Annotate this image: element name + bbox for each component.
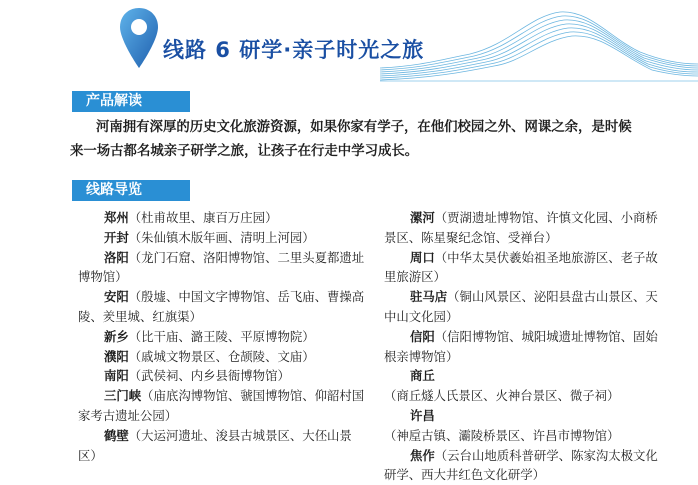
route-list-left xyxy=(78,208,366,465)
city-name: 周口 xyxy=(410,249,435,265)
route-entry xyxy=(384,327,666,367)
route-entry xyxy=(78,347,366,367)
city-sites: （贾湖遗址博物馆、许慎文化园、小商桥景区、陈星聚纪念馆、受禅台） xyxy=(384,210,658,245)
city-sites: （杜甫故里、康百万庄园） xyxy=(128,210,278,225)
route-entry xyxy=(384,248,666,288)
route-title: 线路 6 研学·亲子时光之旅 xyxy=(163,38,425,62)
city-sites: （大运河遗址、浚县古城景区、大伾山景区） xyxy=(78,427,352,463)
city-name: 濮阳 xyxy=(104,348,129,364)
city-sites: （庙底沟博物馆、虢国博物馆、仰韶村国家考古遗址公园） xyxy=(78,388,365,423)
route-entry xyxy=(384,287,666,327)
route-entry xyxy=(384,406,666,446)
city-name: 信阳 xyxy=(410,328,435,344)
city-name: 驻马店 xyxy=(410,289,448,305)
location-pin-icon xyxy=(118,6,160,72)
route-entry xyxy=(78,386,366,426)
city-name: 三门峡 xyxy=(104,388,142,404)
city-sites: （商丘燧人氏景区、火神台景区、微子祠） xyxy=(384,388,620,404)
city-sites: （信阳博物馆、城阳城遗址博物馆、固始根亲博物馆） xyxy=(384,328,658,364)
city-name: 商丘 xyxy=(410,368,435,384)
product-description: 河南拥有深厚的历史文化旅游资源，如果你家有学子，在他们校园之外、网课之余，是时候来一场古都名城亲子研学之旅，让孩子在行走中学习成长。 xyxy=(70,120,632,159)
city-sites: （云台山地质科普研学、陈家沟太极文化研学、西大井红色文化研学） xyxy=(384,447,658,483)
route-entry xyxy=(384,366,666,406)
route-list-right xyxy=(384,208,666,485)
city-sites: （龙门石窟、洛阳博物馆、二里头夏都遗址博物馆） xyxy=(78,249,365,285)
city-sites: （比干庙、潞王陵、平原博物院） xyxy=(128,328,315,344)
section-tag-product: 产品解读 xyxy=(72,91,190,112)
wave-lines-decoration xyxy=(380,8,698,82)
route-entry xyxy=(384,208,666,248)
city-name: 安阳 xyxy=(104,289,129,305)
route-entry xyxy=(78,366,366,386)
city-sites: （殷墟、中国文字博物馆、岳飞庙、曹操高陵、羑里城、红旗渠） xyxy=(78,289,365,324)
city-sites: （武侯祠、内乡县衙博物馆） xyxy=(128,368,290,384)
route-entry xyxy=(78,228,366,248)
city-sites: （神垕古镇、灞陵桥景区、许昌市博物馆） xyxy=(384,427,620,443)
city-name: 南阳 xyxy=(104,368,129,384)
city-name: 漯河 xyxy=(410,210,435,225)
route-entry xyxy=(78,248,366,288)
city-name: 焦作 xyxy=(410,447,435,463)
city-name: 郑州 xyxy=(104,210,129,225)
route-banner xyxy=(0,0,698,84)
route-entry xyxy=(384,446,666,485)
route-entry xyxy=(78,287,366,327)
city-name: 洛阳 xyxy=(104,249,129,265)
route-entry xyxy=(78,208,366,228)
city-name: 新乡 xyxy=(104,328,129,344)
city-name: 许昌 xyxy=(410,407,435,423)
city-sites: （铜山风景区、泌阳县盘古山景区、天中山文化园） xyxy=(384,289,658,324)
city-sites: （朱仙镇木版年画、清明上河园） xyxy=(128,229,315,245)
route-entry xyxy=(78,327,366,347)
city-sites: （戚城文物景区、仓颉陵、文庙） xyxy=(128,348,315,364)
city-name: 开封 xyxy=(104,229,129,245)
route-entry xyxy=(78,426,366,466)
city-name: 鹤壁 xyxy=(104,427,129,443)
section-tag-route-guide: 线路导览 xyxy=(72,180,190,201)
city-sites: （中华太昊伏羲始祖圣地旅游区、老子故里旅游区） xyxy=(384,249,658,285)
